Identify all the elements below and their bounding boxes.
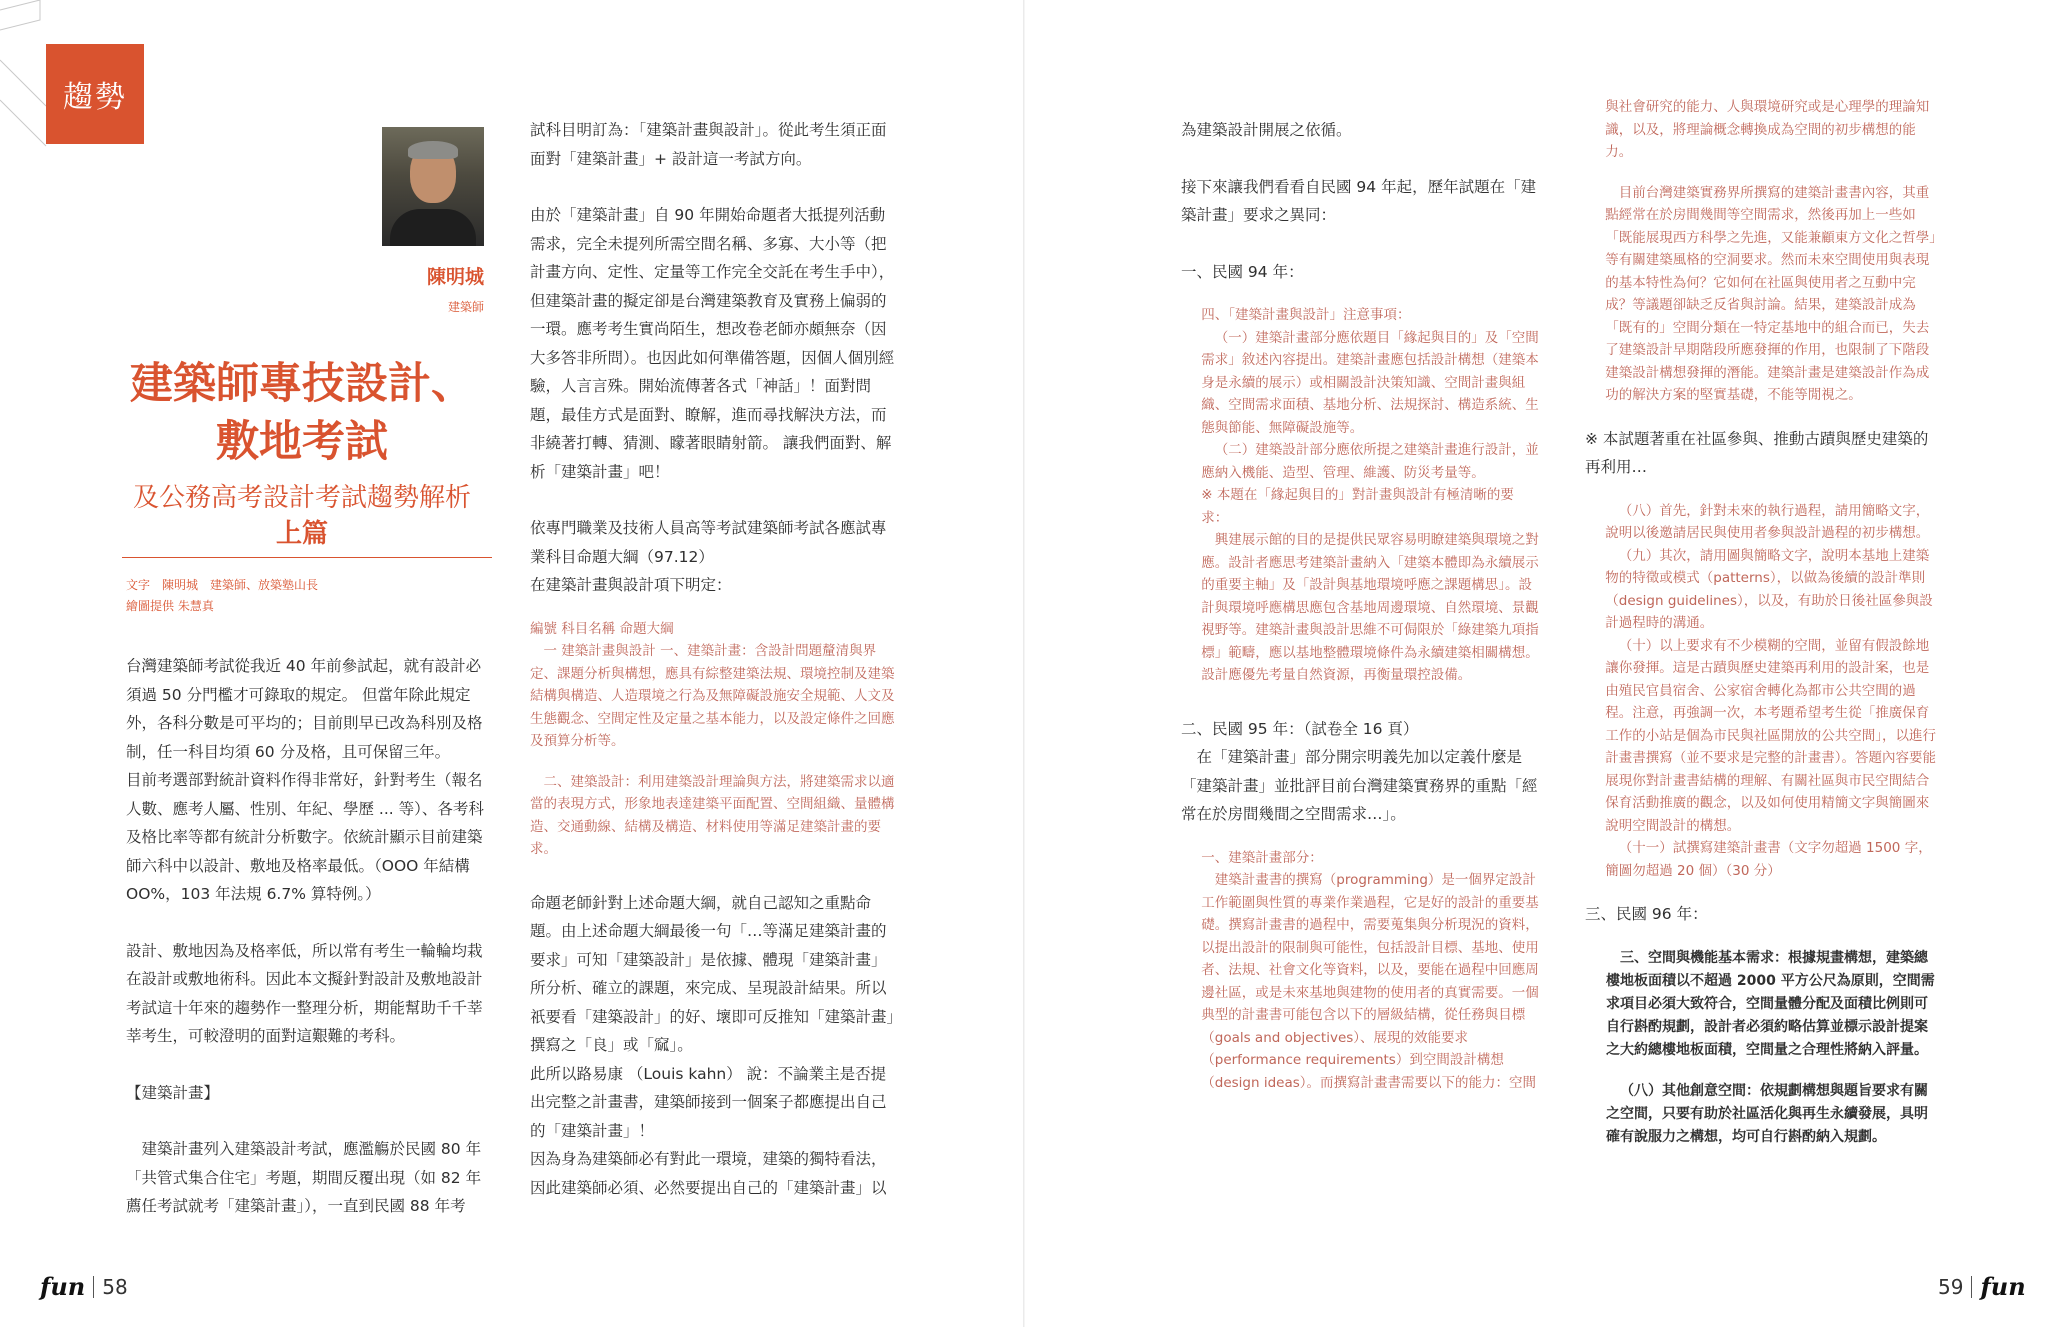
quote-text: （九）其次，請用圖與簡略文字，說明本基地上建築物的特徵或模式（patterns），以做為後續的設計準則（design guidelines），以及，有助於日後社區參與設計過程時的溝通。 xyxy=(1605,547,1933,631)
text-column-1 xyxy=(126,652,492,1221)
author-portrait xyxy=(382,127,484,246)
folio-divider xyxy=(1971,1276,1972,1298)
quote-heading: 編號 科目名稱 命題大綱 xyxy=(530,620,674,637)
text-column-4 xyxy=(1585,96,1941,1149)
quote-text: （八）首先，針對未來的執行過程，請用簡略文字，說明以後邀請居民與使用者參與設計過程的初步構想。 xyxy=(1605,502,1930,541)
headline-line-1: 建築師專技設計、 xyxy=(130,359,474,409)
text-column-2 xyxy=(530,116,900,1202)
paragraph: 因為身為建築師必有對此一環境，建築的獨特看法，因此建築師必須、必然要提出自己的「建築計畫」以 xyxy=(530,1150,887,1197)
paragraph: 為建築設計開展之依循。 xyxy=(1181,121,1352,139)
author-role: 建築師 xyxy=(447,300,484,314)
folio-right xyxy=(1938,1272,2026,1301)
quote-text: 三、空間與機能基本需求：根據規畫構想，建築總樓地板面積以不超過 2000 平方公尺為原則，空間需求項目必須大致符合，空間量體分配及面積比例則可自行斟酌規劃，設計者必須約略估算並標示設計提案之大約總樓地板面積，空間量之合理性將納入評量。 xyxy=(1606,949,1935,1058)
paragraph: 設計、敷地因為及格率低，所以常有考生一輪輪均栽在設計或敷地術科。因此本文擬針對設計及敷地設計考試這十年來的趨勢作一整理分析，期能幫助千千莘莘考生，可較澄明的面對這艱難的考科。 xyxy=(126,941,483,1045)
credit-illustration: 繪圖提供 朱慧真 xyxy=(126,599,214,613)
headline-line-2: 敷地考試 xyxy=(216,417,388,467)
section-heading: 【建築計畫】 xyxy=(126,1083,220,1102)
folio-left xyxy=(40,1272,128,1301)
quote-heading: 四、「建築計畫與設計」注意事項： xyxy=(1201,307,1411,323)
paragraph: 在建築計畫與設計項下明定： xyxy=(530,576,732,594)
fun-logo-icon: fun xyxy=(1980,1272,2026,1301)
text-column-3 xyxy=(1181,116,1539,1094)
quote-text: 一 建築計畫與設計 一、建築計畫：含設計問題釐清與界定、課題分析與構想，應具有綜整建築法規、環境控制及建築結構與構造、人造環境之行為及無障礙設施安全規範、人文及生態觀念、空間定性及定量之基本能力，以及設定條件之回應及預算分析等。 xyxy=(530,643,895,749)
paragraph: 命題老師針對上述命題大綱，就自己認知之重點命題。由上述命題大綱最後一句「…等滿足建築計畫的要求」可知「建築設計」是依據、體現「建築計畫」所分析、確立的課題，來完成、呈現設計結果。所以祇要看「建築設計」的好、壞即可反推知「建築計畫」撰寫之「良」或「窳」。 xyxy=(530,893,895,1054)
paragraph: 接下來讓我們看看自民國 94 年起，歷年試題在「建築計畫」要求之異同： xyxy=(1181,177,1537,224)
paragraph: 試科目明訂為：「建築計畫與設計」。從此考生須正面面對「建築計畫」+ 設計這一考試方向。 xyxy=(530,121,887,168)
quote-note: ※ 本題在「緣起與目的」對計畫與設計有極清晰的要求： xyxy=(1201,487,1514,526)
paragraph: 建築計畫列入建築設計考試，應濫觴於民國 80 年「共管式集合住宅」考題，期間反覆出現（如 82 年薦任考試就考「建築計畫」），一直到民國 88 年考 xyxy=(126,1140,482,1215)
article-subtitle: 及公務高考設計考試趨勢解析 xyxy=(132,483,471,513)
page-number-right: 59 xyxy=(1938,1274,1964,1299)
year-heading: 二、民國 95 年：（試卷全 16 頁） xyxy=(1181,719,1419,738)
credit-writer: 文字 陳明城 建築師、放築塾山長 xyxy=(126,578,319,592)
article-headline xyxy=(112,355,492,471)
section-tag: 趨勢 xyxy=(46,44,144,144)
paragraph: 依專門職業及技術人員高等考試建築師考試各應試專業科目命題大綱（97.12） xyxy=(530,519,887,566)
quote-text: （十）以上要求有不少模糊的空間，並留有假設餘地讓你發揮。這是古蹟與歷史建築再利用的設計案，也是由殖民官員宿舍、公家宿舍轉化為都市公共空間的過程。注意，再強調一次，本考題希望考生從「推廣保育工作的小站是個為市民與社區開放的公共空間」，以進行計畫書撰寫（並不要求是完整的計畫書）。答題內容要能展現你對計畫書結構的理解、有關社區與市民空間結合保育活動推廣的觀念，以及如何使用精簡文字與簡圖來說明空間設計的構想。 xyxy=(1605,637,1936,834)
quote-text: （十一）試撰寫建築計畫書（文字勿超過 1500 字，簡圖勿超過 20 個）（30 分） xyxy=(1605,840,1932,879)
folio-divider xyxy=(93,1276,94,1298)
paragraph: 在「建築計畫」部分開宗明義先加以定義什麼是「建築計畫」並批評目前台灣建築實務界的重點「經常在於房間幾間之空間需求…」。 xyxy=(1181,748,1538,823)
paragraph: 由於「建築計畫」自 90 年開始命題者大抵提列活動需求，完全未提列所需空間名稱、多寡、大小等（把計畫方向、定性、定量等工作完全交託在考生手中），但建築計畫的擬定卻是台灣建築教育及實務上偏弱的一環。應考考生實尚陌生，想改卷老師亦頗無奈（因大多答非所問）。也因此如何準備答題，因個人個別經驗，人言言殊。開始流傳著各式「神話」！面對問題，最佳方式是面對、瞭解，進而尋找解決方法，而非繞著打轉、猜測、矇著眼睛射箭。 讓我們面對、解析「建築計畫」吧！ xyxy=(530,206,895,481)
quote-text: 目前台灣建築實務界所撰寫的建築計畫書內容，其重點經常在於房間幾間等空間需求，然後再加上一些如「既能展現西方科學之先進，又能兼顧東方文化之哲學」等有關建築風格的空洞要求。然而未來空間使用與表現的基本特性為何？它如何在社區與使用者之互動中完成？等議題卻缺乏反省與討論。結果，建築設計成為「既有的」空間分類在一特定基地中的組合而已，失去了建築設計早期階段所應發揮的作用，也限制了下階段建築設計構想發揮的潛能。建築計畫是建築設計作為成功的解決方案的堅實基礎，不能等閒視之。 xyxy=(1605,184,1936,403)
quote-text: （一）建築計畫部分應依題目「緣起與目的」及「空間需求」敘述內容提出。建築計畫應包括設計構想（建築本身是永續的展示）或相關設計決策知識、空間計畫與組織、空間需求面積、基地分析、法規探討、構造系統、生態與節能、無障礙設施等。 xyxy=(1201,329,1539,436)
article-part: 上篇 xyxy=(275,519,328,549)
quote-text: （二）建築設計部分應依所提之建築計畫進行設計，並應納入機能、造型、管理、維護、防災考量等。 xyxy=(1201,442,1539,481)
year-heading: 三、民國 96 年： xyxy=(1585,905,1708,923)
paragraph: 此所以路易康 （Louis kahn） 說：不論業主是否提出完整之計畫書，建築師接到一個案子都應提出自己的「建築計畫」！ xyxy=(530,1064,887,1140)
paragraph: 台灣建築師考試從我近 40 年前參試起，就有設計必須過 50 分門檻才可錄取的規定。 但當年除此規定外，各科分數是可平均的；目前則早已改為科別及格制，任一科目均須 60 分及格，且可保留三年。 xyxy=(126,657,483,761)
paragraph: ※ 本試題著重在社區參與、推動古蹟與歷史建築的再利用… xyxy=(1585,429,1929,476)
page-gutter xyxy=(1023,0,1025,1327)
title-rule xyxy=(122,557,492,558)
quote-text: （八）其他創意空間：依規劃構想與題旨要求有關之空間，只要有助於社區活化與再生永續發展，具明確有說服力之構想，均可自行斟酌納入規劃。 xyxy=(1606,1082,1928,1145)
quote-text: 興建展示館的目的是提供民眾容易明瞭建築與環境之對應。設計者應思考建築計畫納入「建築本體即為永續展示的重要主軸」及「設計與基地環境呼應之課題構思」。設計與環境呼應構思應包含基地周邊環境、自然環境、景觀視野等。建築計畫與設計思維不可侷限於「綠建築九項指標」範疇，應以基地整體環境條件為永續建築相關構想。設計應優先考量自然資源，再衡量環控設備。 xyxy=(1201,532,1539,683)
article-credits xyxy=(126,575,506,617)
year-heading: 一、民國 94 年： xyxy=(1181,262,1304,281)
fun-logo-icon: fun xyxy=(40,1272,86,1301)
quote-heading: 一、建築計畫部分： xyxy=(1201,849,1323,866)
page-number-left: 58 xyxy=(102,1274,128,1299)
quote-text: 二、建築設計：利用建築設計理論與方法，將建築需求以適當的表現方式，形象地表達建築平面配置、空間組織、量體構造、交通動線、結構及構造、材料使用等滿足建築計畫的要求。 xyxy=(530,773,895,857)
paragraph: 目前考選部對統計資料作得非常好，針對考生（報名人數、應考人屬、性別、年紀、學歷 ... 等）、各考科及格比率等都有統計分析數字。依統計顯示目前建築師六科中以設計、敷地及格率最低。（OOO 年結構 OO%，103 年法規 6.7% 算特例。） xyxy=(126,771,484,903)
quote-text: 與社會研究的能力、人與環境研究或是心理學的理論知識，以及，將理論概念轉換成為空間的初步構想的能力。 xyxy=(1605,99,1930,160)
author-name: 陳明城 xyxy=(426,266,484,288)
quote-text: 建築計畫書的撰寫（programming）是一個界定設計工作範圍與性質的專業作業過程，它是好的設計的重要基礎。撰寫計畫書的過程中，需要蒐集與分析現況的資料，以提出設計的限制與可能性，包括設計目標、基地、使用者、法規、社會文化等資料，以及，要能在過程中回應周邊社區，或是未來基地與建物的使用者的真實需要。一個典型的計畫書可能包含以下的層級結構，從任務與目標（goals and objectives）、展現的效能要求（performance requirements）到空間設計構想（design ideas）。而撰寫計畫書需要以下的能力：空間 xyxy=(1201,872,1539,1091)
